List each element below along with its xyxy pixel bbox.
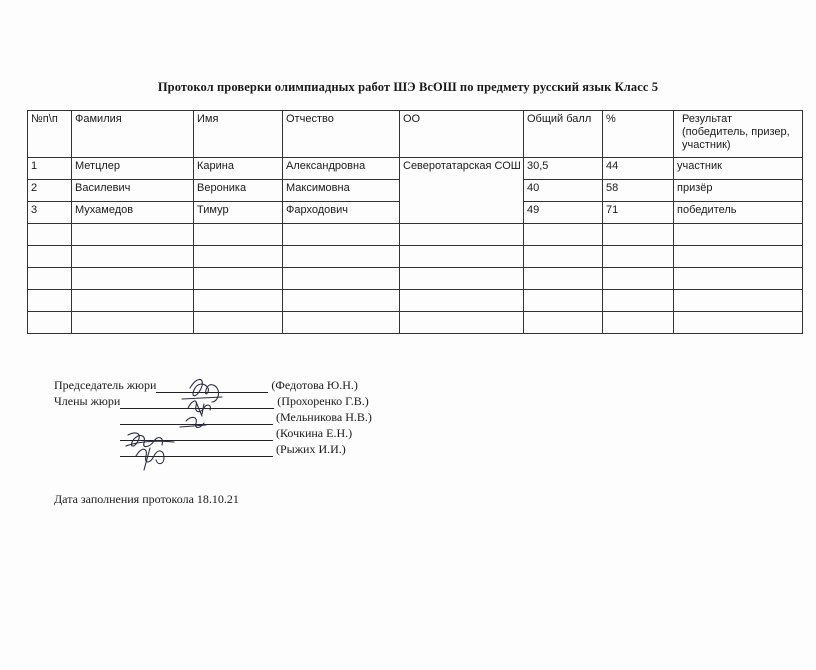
members-label: Члены жюри	[54, 394, 121, 408]
member-signature-line	[54, 426, 372, 442]
cell-num: 3	[28, 202, 72, 224]
header-score: Общий балл	[524, 111, 603, 158]
signer-name: (Кочкина Е.Н.)	[276, 426, 353, 440]
cell-surname: Мухамедов	[72, 202, 194, 224]
cell-result: призёр	[674, 180, 803, 202]
cell-patronymic: Фарходович	[283, 202, 400, 224]
cell-name: Вероника	[194, 180, 283, 202]
cell-surname: Василевич	[72, 180, 194, 202]
empty-row	[28, 312, 803, 334]
header-name: Имя	[194, 111, 283, 158]
header-surname: Фамилия	[72, 111, 194, 158]
cell-score: 40	[524, 180, 603, 202]
header-result: Результат (победитель, призер, участник)	[674, 111, 803, 158]
signer-name: (Прохоренко Г.В.)	[277, 394, 369, 408]
empty-row	[28, 268, 803, 290]
member-signature-line	[54, 410, 372, 426]
signer-name: (Федотова Ю.Н.)	[271, 378, 358, 392]
cell-score: 49	[524, 202, 603, 224]
cell-percent: 44	[603, 158, 674, 180]
header-percent: %	[603, 111, 674, 158]
table-header-row	[28, 111, 803, 158]
member-signature-line	[54, 442, 372, 458]
empty-row	[28, 246, 803, 268]
signature-underline	[120, 396, 274, 409]
fill-date: Дата заполнения протокола 18.10.21	[54, 492, 239, 506]
cell-patronymic: Максимовна	[283, 180, 400, 202]
cell-percent: 71	[603, 202, 674, 224]
empty-row	[28, 224, 803, 246]
cell-name: Тимур	[194, 202, 283, 224]
signature-underline	[120, 428, 273, 441]
cell-result: победитель	[674, 202, 803, 224]
signature-underline	[120, 412, 273, 425]
member-signature-line	[54, 394, 372, 410]
signature-underline	[156, 380, 268, 393]
cell-num: 1	[28, 158, 72, 180]
signer-name: (Мельникова Н.В.)	[276, 410, 372, 424]
chair-label: Председатель жюри	[54, 378, 157, 392]
cell-percent: 58	[603, 180, 674, 202]
header-num: №п\п	[28, 111, 72, 158]
header-patronymic: Отчество	[283, 111, 400, 158]
table-row	[28, 158, 803, 180]
header-org: ОО	[400, 111, 524, 158]
cell-num: 2	[28, 180, 72, 202]
cell-score: 30,5	[524, 158, 603, 180]
cell-org: Северотатарская СОШ	[400, 158, 524, 224]
protocol-title: Протокол проверки олимпиадных работ ШЭ ВсОШ по предмету русский язык Класс 5	[157, 80, 659, 94]
cell-surname: Метцлер	[72, 158, 194, 180]
cell-name: Карина	[194, 158, 283, 180]
signer-name: (Рыжих И.И.)	[276, 442, 346, 456]
chair-signature-line	[54, 378, 372, 394]
empty-row	[28, 290, 803, 312]
results-table	[27, 110, 803, 334]
signature-underline	[120, 444, 273, 457]
signature-block	[54, 378, 372, 458]
cell-result: участник	[674, 158, 803, 180]
cell-patronymic: Александровна	[283, 158, 400, 180]
